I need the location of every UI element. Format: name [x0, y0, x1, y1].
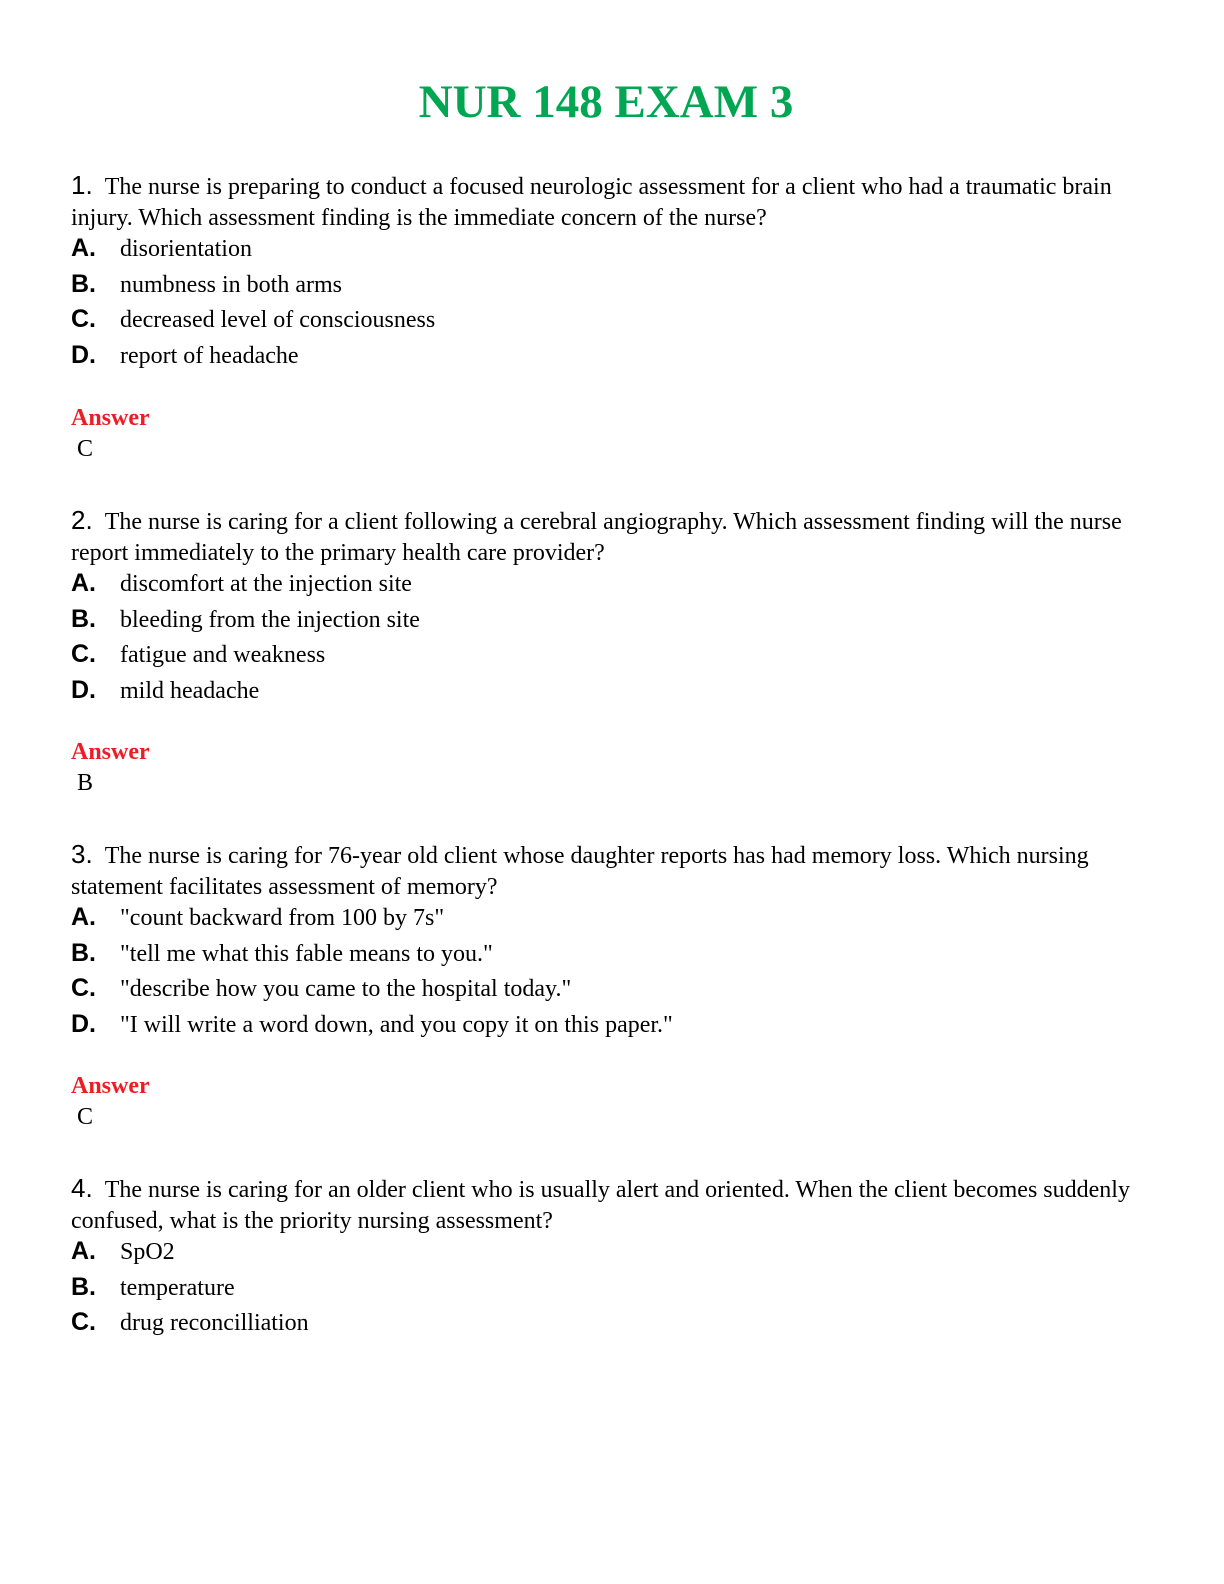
- option-letter: D.: [71, 1009, 96, 1038]
- answer-block-3: [71, 1071, 150, 1133]
- option-letter: A.: [71, 903, 96, 931]
- option-text: disorientation: [120, 236, 252, 262]
- question-number: 2: [71, 505, 86, 535]
- option-text: report of headache: [120, 342, 299, 369]
- option-a: [71, 1237, 1151, 1273]
- option-list: [71, 234, 1151, 376]
- option-text: decreased level of consciousness: [120, 307, 436, 333]
- option-letter: D.: [71, 675, 96, 704]
- option-text: drug reconcilliation: [120, 1310, 309, 1336]
- option-c: [71, 305, 1151, 341]
- question-text: 1. The nurse is preparing to conduct a focused neurologic assessment for a client who had a traumatic brain injury. Which assessment finding is the immediate concern of the nurse?: [71, 170, 1112, 231]
- option-d: [71, 676, 1151, 712]
- option-c: [71, 640, 1151, 676]
- option-text: mild headache: [120, 677, 260, 704]
- question-text: 3. The nurse is caring for 76-year old client whose daughter reports has had memory loss. Which nursing statement facilitates assessment of memory?: [71, 839, 1089, 900]
- question-1: [71, 170, 1151, 376]
- question-stem: The nurse is caring for 76-year old client whose daughter reports has had memory loss. Which nursing statement facilitates assessment of memory?: [71, 843, 1089, 900]
- option-d: [71, 1010, 1151, 1046]
- option-text: numbness in both arms: [120, 271, 342, 298]
- question-2: [71, 505, 1151, 711]
- option-a: [71, 903, 1151, 939]
- option-text: "describe how you came to the hospital today.": [120, 976, 572, 1002]
- question-text: 4. The nurse is caring for an older client who is usually alert and oriented. When the client becomes suddenly confused, what is the priority nursing assessment?: [71, 1173, 1130, 1234]
- option-text: "I will write a word down, and you copy it on this paper.": [120, 1011, 673, 1038]
- option-letter: C.: [71, 305, 96, 333]
- answer-block-1: [71, 403, 150, 465]
- option-letter: A.: [71, 569, 96, 597]
- option-b: [71, 939, 1151, 975]
- option-letter: C.: [71, 1308, 96, 1336]
- option-text: "tell me what this fable means to you.": [120, 940, 493, 967]
- option-list: [71, 1237, 1151, 1344]
- question-stem: The nurse is caring for an older client who is usually alert and oriented. When the client becomes suddenly confused, what is the priority nursing assessment?: [71, 1177, 1130, 1234]
- answer-label: Answer: [71, 739, 150, 765]
- question-stem: The nurse is preparing to conduct a focused neurologic assessment for a client who had a traumatic brain injury. Which assessment finding is the immediate concern of the nurse?: [71, 174, 1112, 231]
- option-c: [71, 1308, 1151, 1344]
- option-a: [71, 569, 1151, 605]
- option-b: [71, 1273, 1151, 1309]
- question-text: 2. The nurse is caring for a client following a cerebral angiography. Which assessment finding will the nurse report immediately to the primary health care provider?: [71, 505, 1122, 566]
- answer-value: C: [77, 1104, 94, 1130]
- option-c: [71, 974, 1151, 1010]
- option-text: fatigue and weakness: [120, 642, 326, 668]
- option-letter: B.: [71, 604, 96, 633]
- answer-label: Answer: [71, 1073, 150, 1099]
- question-number: 1: [71, 170, 86, 200]
- option-text: SpO2: [120, 1239, 175, 1265]
- answer-value: B: [77, 770, 94, 796]
- answer-label: Answer: [71, 405, 150, 431]
- option-letter: C.: [71, 974, 96, 1002]
- option-a: [71, 234, 1151, 270]
- option-letter: A.: [71, 234, 96, 262]
- option-b: [71, 270, 1151, 306]
- option-text: discomfort at the injection site: [120, 571, 412, 597]
- option-b: [71, 605, 1151, 641]
- option-text: bleeding from the injection site: [120, 606, 420, 633]
- option-list: [71, 569, 1151, 711]
- option-text: "count backward from 100 by 7s": [120, 905, 445, 931]
- option-letter: B.: [71, 938, 96, 967]
- option-letter: C.: [71, 640, 96, 668]
- page-title: NUR 148 EXAM 3: [418, 76, 794, 128]
- option-letter: B.: [71, 269, 96, 298]
- answer-block-2: [71, 737, 150, 799]
- option-letter: B.: [71, 1272, 96, 1301]
- question-number: 3: [71, 839, 86, 869]
- question-4: [71, 1173, 1151, 1344]
- option-letter: D.: [71, 340, 96, 369]
- question-number: 4: [71, 1173, 86, 1203]
- option-letter: A.: [71, 1237, 96, 1265]
- answer-value: C: [77, 436, 94, 462]
- option-list: [71, 903, 1151, 1045]
- question-3: [71, 839, 1151, 1045]
- question-stem: The nurse is caring for a client following a cerebral angiography. Which assessment finding will the nurse report immediately to the primary health care provider?: [71, 509, 1122, 566]
- option-text: temperature: [120, 1274, 235, 1301]
- option-d: [71, 341, 1151, 377]
